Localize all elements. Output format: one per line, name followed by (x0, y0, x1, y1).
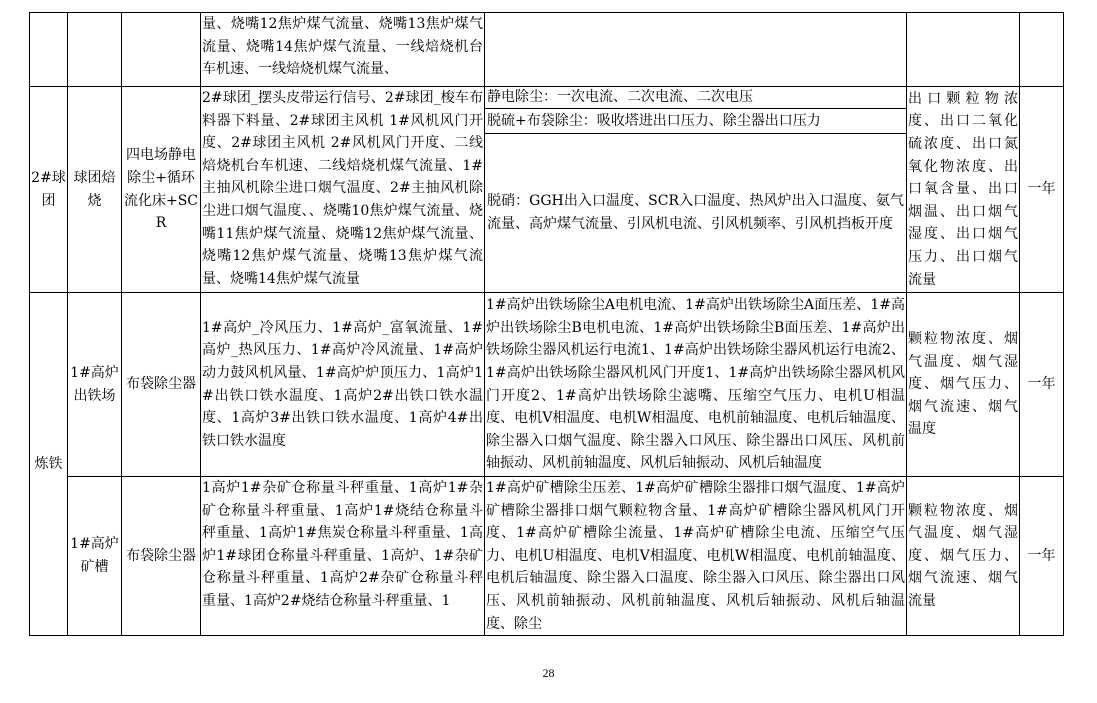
production-monitoring-cell: 1高炉1#杂矿仓称量斗秤重量、1高炉1#杂矿仓称量斗秤重量、1高炉1#烧结仓称量斗秤重量、1高炉1#焦炭仓称量斗秤重量、1高炉1#球团仓称量斗秤重量、1高炉、1#杂矿仓称量斗秤重量、1高炉2#杂矿仓称量斗秤重量、1高炉2#烧结仓称量斗秤重量、1 (201, 477, 485, 636)
facility-monitoring-cell: 1#高炉矿槽除尘压差、1#高炉矿槽除尘器排口烟气温度、1#高炉矿槽除尘器排口烟气颗粒物含量、1#高炉矿槽除尘器风机风门开度、1#高炉矿槽除尘流量、1#高炉矿槽除尘电流、压缩空气压力、电机U相温度、电机V相温度、电机W相温度、电机前轴温度、电机后轴温度、除尘器入口温度、除尘器入口风压、除尘器出口风压、风机前轴振动、风机前轴温度、风机后轴振动、风机后轴温度、除尘 (485, 477, 907, 636)
production-monitoring-cell: 1#高炉_冷风压力、1#高炉_富氧流量、1#高炉_热风压力、1#高炉冷风流量、1#高炉动力鼓风机风量、1#高炉炉顶压力、1高炉1#出铁口铁水温度、1高炉2#出铁口铁水温度、1高炉3#出铁口铁水温度、1高炉4#出铁口铁水温度 (201, 293, 485, 477)
treatment-cell: 四电场静电除尘+循环流化床+SCR (122, 87, 201, 293)
process-cell: 炼铁 (30, 293, 68, 636)
emission-monitoring-cell: 颗粒物浓度、烟气温度、烟气湿度、烟气压力、烟气流速、烟气温度 (907, 293, 1020, 477)
unit-cell (68, 13, 122, 87)
production-monitoring-cell: 量、烧嘴12焦炉煤气流量、烧嘴13焦炉煤气流量、烧嘴14焦炉煤气流量、一线焙烧机台车机速、一线焙烧机煤气流量、 (201, 13, 485, 87)
table-row (30, 477, 1064, 636)
facility-esp-subcell: 静电除尘：一次电流、二次电流、二次电压 (485, 87, 906, 109)
production-monitoring-cell: 2#球团_摆头皮带运行信号、2#球团_梭车布料器下料量、2#球团主风机 1#风机风门开度、2#球团主风机 2#风机风门开度、二线焙烧机台车机速、二线焙烧机煤气流量、1#主抽风机除尘进口烟气温度、2#主抽风机除尘进口烟气温度、、烧嘴10焦炉煤气流量、烧嘴11焦炉煤气流量、烧嘴12焦炉煤气流量、烧嘴12焦炉煤气流量、烧嘴13焦炉煤气流量、烧嘴14焦炉煤气流量 (201, 87, 485, 293)
page-number: 28 (542, 666, 555, 680)
monitoring-table (29, 12, 1064, 636)
treatment-cell: 布袋除尘器 (122, 477, 201, 636)
facility-denox-text: 脱硝：GGH出入口温度、SCR入口温度、热风炉出入口温度、氨气流量、高炉煤气流量、引风机电流、引风机频率、引风机挡板开度 (487, 193, 904, 232)
table-row (30, 293, 1064, 477)
facility-monitoring-cell: 1#高炉出铁场除尘A电机电流、1#高炉出铁场除尘A面压差、1#高炉出铁场除尘B电机电流、1#高炉出铁场除尘B面压差、1#高炉出铁场除尘器风机运行电流1、1#高炉出铁场除尘器风机运行电流2、1#高炉出铁场除尘器风机风门开度1、1#高炉出铁场除尘器风机风门开度2、1#高炉出铁场除尘滤嘴、压缩空气压力、电机U相温度、电机V相温度、电机W相温度、电机前轴温度、电机后轴温度、除尘器入口烟气温度、除尘器入口风压、除尘器出口风压、风机前轴振动、风机前轴温度、风机后轴振动、风机后轴温度 (485, 293, 907, 477)
period-cell: 一年 (1020, 87, 1064, 293)
emission-monitoring-cell: 颗粒物浓度、烟气温度、烟气湿度、烟气压力、烟气流速、烟气流量 (907, 477, 1020, 636)
emission-monitoring-cell (907, 13, 1020, 87)
period-cell: 一年 (1020, 293, 1064, 477)
unit-cell: 1#高炉出铁场 (68, 293, 122, 477)
unit-cell: 1#高炉矿槽 (68, 477, 122, 636)
period-cell (1020, 13, 1064, 87)
facility-monitoring-cell (485, 87, 907, 293)
process-cell: 2#球团 (30, 87, 68, 293)
treatment-cell: 布袋除尘器 (122, 293, 201, 477)
table-row (30, 13, 1064, 87)
facility-desulf-subcell: 脱硫+布袋除尘：吸收塔进出口压力、除尘器出口压力 (485, 109, 906, 134)
facility-denox-subcell (485, 134, 906, 292)
treatment-cell (122, 13, 201, 87)
emission-monitoring-cell: 出口颗粒物浓度、出口二氧化硫浓度、出口氮氧化物浓度、出口氧含量、出口烟温、出口烟气湿度、出口烟气压力、出口烟气流量 (907, 87, 1020, 293)
period-cell: 一年 (1020, 477, 1064, 636)
table-row (30, 87, 1064, 293)
facility-monitoring-cell (485, 13, 907, 87)
unit-cell: 球团焙烧 (68, 87, 122, 293)
process-cell (30, 13, 68, 87)
